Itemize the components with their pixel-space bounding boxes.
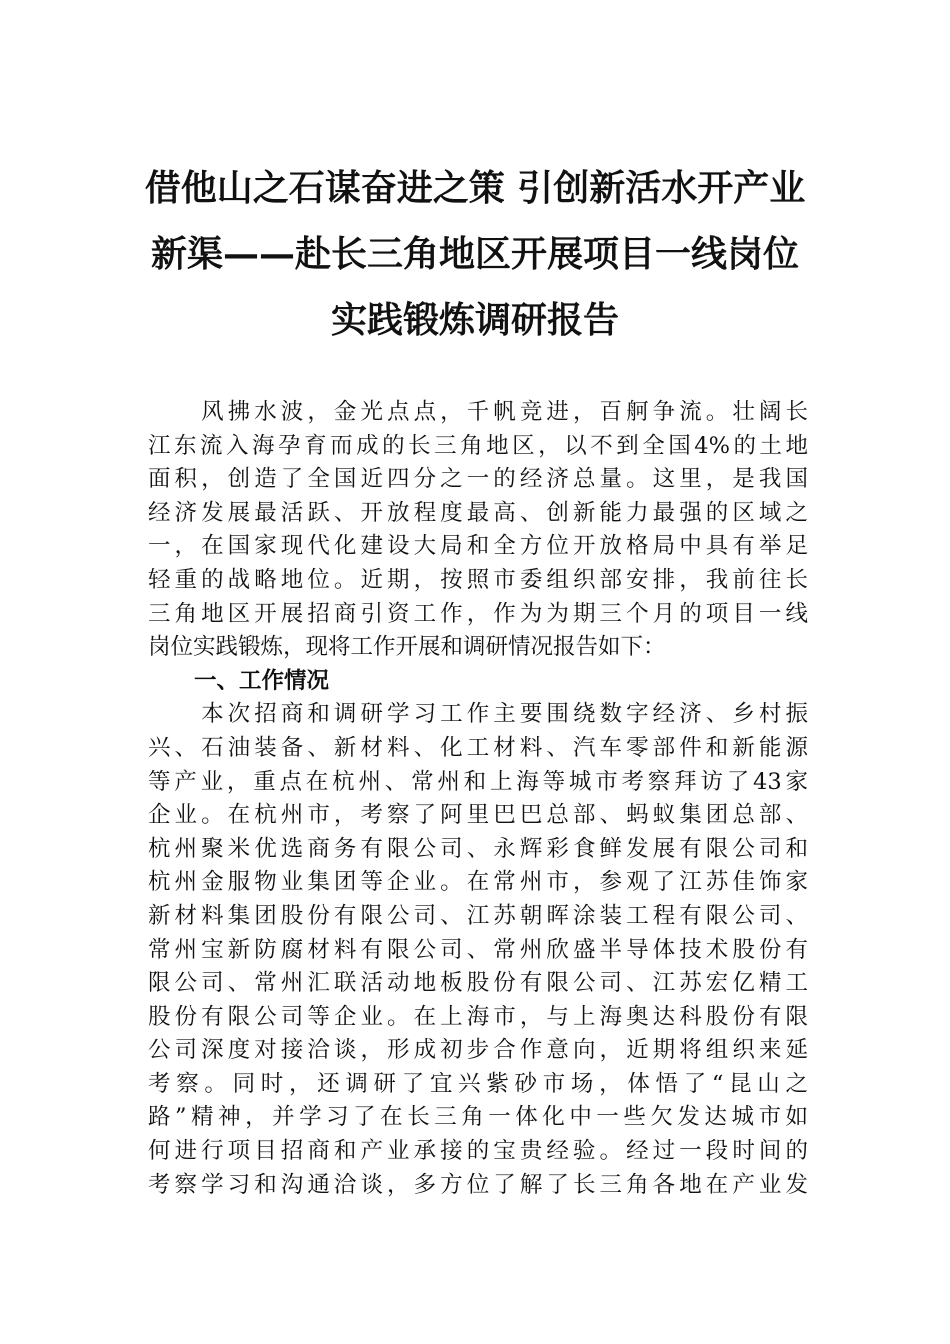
text-line: 企业。在杭州市，考察了阿里巴巴总部、蚂蚁集团总部、 — [148, 802, 808, 829]
section-paragraph — [148, 698, 808, 1202]
text-line: 何进行项目招商和产业承接的宝贵经验。经过一段时间的 — [148, 1138, 808, 1165]
intro-paragraph — [148, 396, 808, 665]
text-line: 新材料集团股份有限公司、江苏朝晖涂装工程有限公司、 — [148, 902, 808, 929]
text-line: 兴、石油装备、新材料、化工材料、汽车零部件和新能源 — [148, 734, 808, 761]
document-body — [148, 396, 808, 1202]
title-line: 借他山之石谋奋进之策 引创新活水开产业 — [144, 167, 806, 209]
document-title — [120, 155, 830, 353]
text-line: 考察。同时，还调研了宜兴紫砂市场，体悟了“昆山之 — [148, 1070, 808, 1097]
text-line: 限公司、常州汇联活动地板股份有限公司、江苏宏亿精工 — [148, 970, 808, 997]
title-line: 新渠——赴长三角地区开展项目一线岗位 — [150, 233, 799, 275]
text-line: 杭州聚米优选商务有限公司、永辉彩食鲜发展有限公司和 — [148, 835, 808, 862]
title-line: 实践锻炼调研报告 — [330, 299, 619, 341]
text-line: 股份有限公司等企业。在上海市，与上海奥达科股份有限 — [148, 1003, 808, 1030]
text-line: 面积，创造了全国近四分之一的经济总量。这里，是我国 — [148, 466, 808, 493]
text-line: 江东流入海孕育而成的长三角地区，以不到全国4%的土地 — [148, 432, 808, 459]
text-line: 杭州金服物业集团等企业。在常州市，参观了江苏佳饰家 — [148, 869, 808, 896]
text-line: 考察学习和沟通洽谈，多方位了解了长三角各地在产业发 — [148, 1171, 808, 1198]
text-line: 三角地区开展招商引资工作，作为为期三个月的项目一线 — [148, 600, 808, 627]
text-line: 路”精神，并学习了在长三角一体化中一些欠发达城市如 — [148, 1104, 808, 1131]
text-line: 一，在国家现代化建设大局和全方位开放格局中具有举足 — [148, 533, 808, 560]
text-line: 轻重的战略地位。近期，按照市委组织部安排，我前往长 — [148, 566, 808, 593]
text-line: 经济发展最活跃、开放程度最高、创新能力最强的区域之 — [148, 499, 808, 526]
text-line: 常州宝新防腐材料有限公司、常州欣盛半导体技术股份有 — [148, 936, 808, 963]
text-line: 本次招商和调研学习工作主要围绕数字经济、乡村振 — [148, 701, 808, 728]
text-line: 公司深度对接洽谈，形成初步合作意向，近期将组织来延 — [148, 1037, 808, 1064]
section-heading: 一、工作情况 — [194, 667, 330, 694]
text-line: 岗位实践锻炼，现将工作开展和调研情况报告如下： — [148, 634, 666, 661]
text-line: 等产业，重点在杭州、常州和上海等城市考察拜访了43家 — [148, 768, 808, 795]
text-line: 风拂水波，金光点点，千帆竞进，百舸争流。壮阔长 — [148, 399, 808, 425]
